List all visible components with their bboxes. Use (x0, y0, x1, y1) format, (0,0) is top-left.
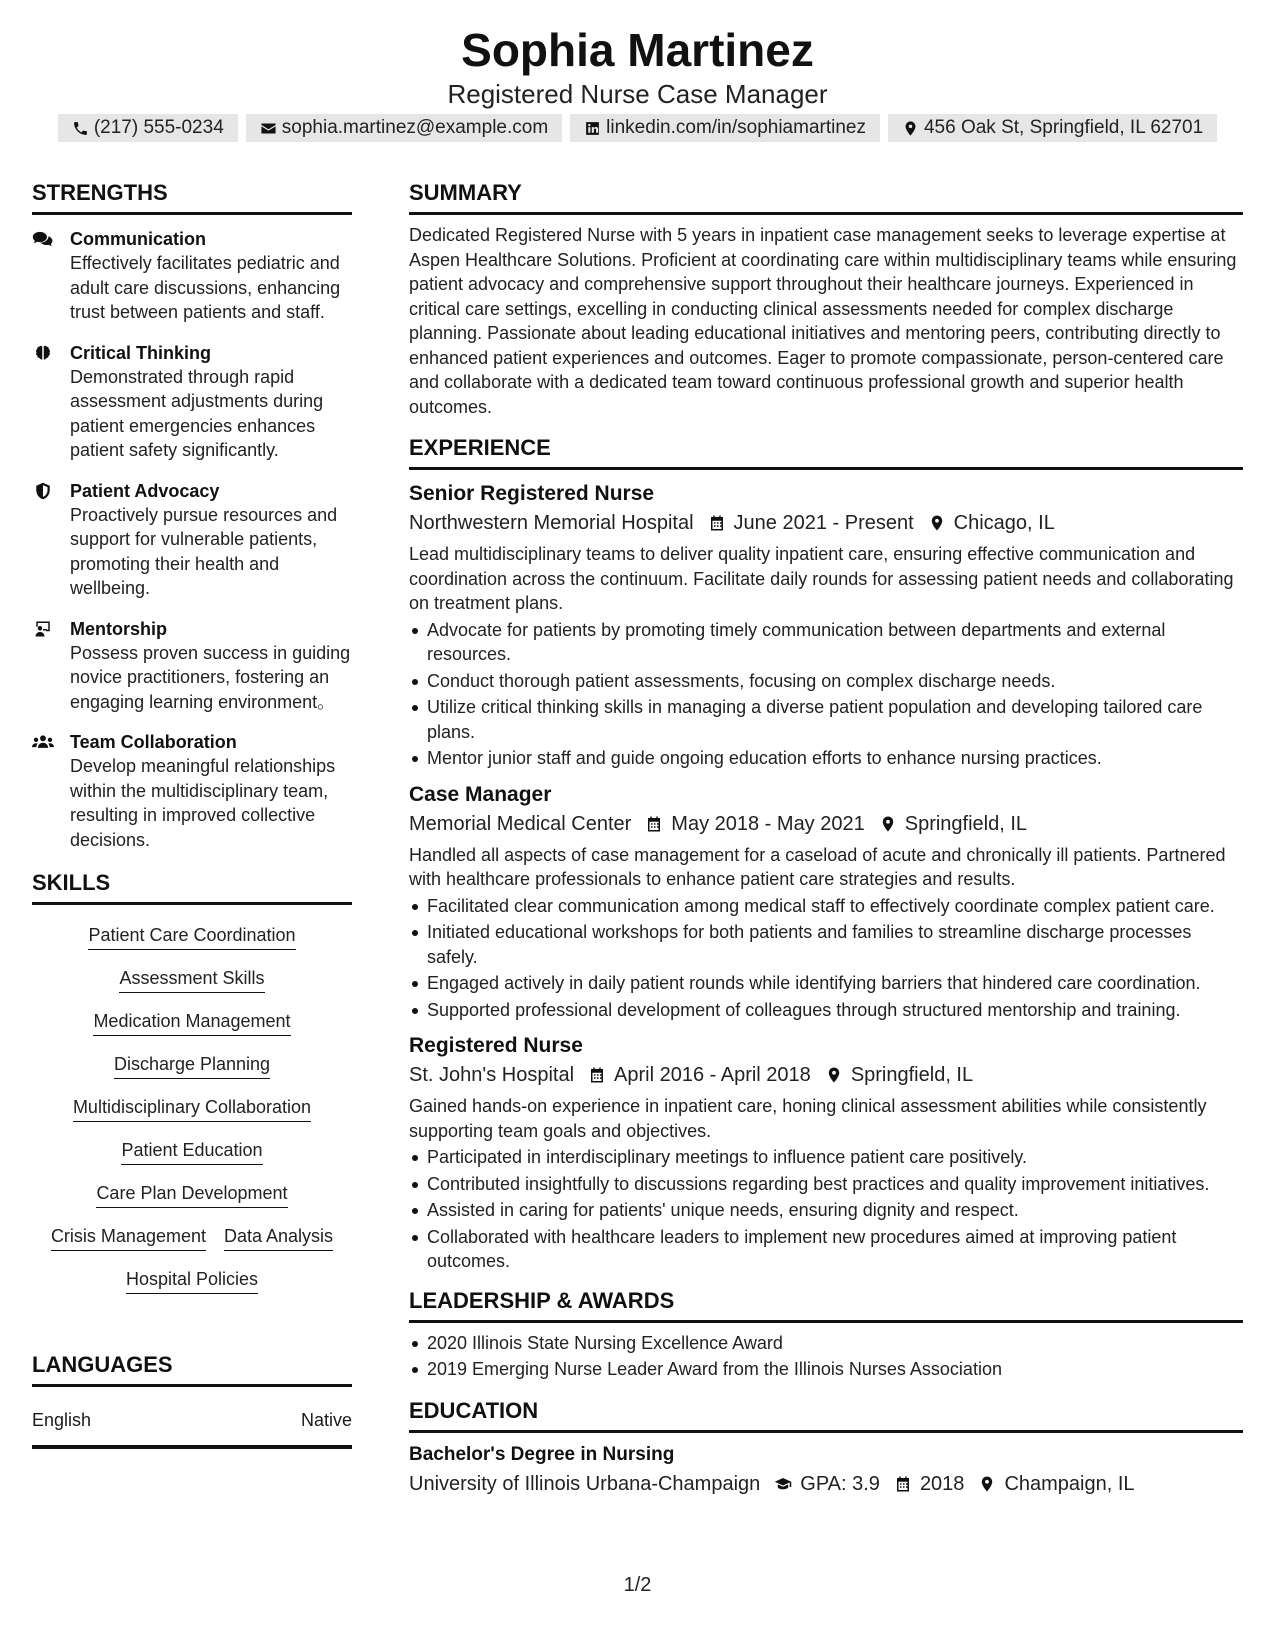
job-description: Gained hands-on experience in inpatient care, honing clinical assessment abilities while consistently supporting team goals and objectives. (409, 1096, 1207, 1141)
job-company: St. John's Hospital (409, 1064, 575, 1086)
language-row (32, 1407, 352, 1449)
strengths-heading: STRENGTHS (32, 178, 352, 215)
languages-heading: LANGUAGES (32, 1350, 352, 1387)
calendar-icon (708, 514, 726, 532)
phone-icon (72, 120, 89, 137)
candidate-name: Sophia Martinez (461, 24, 814, 76)
experience-heading: EXPERIENCE (409, 433, 1243, 470)
list-item: Advocate for patients by promoting timely communication between departments and external resources. (409, 618, 1243, 667)
list-item: Collaborated with healthcare leaders to implement new procedures aimed at improving patient outcomes. (409, 1225, 1243, 1274)
strength-title: Communication (70, 229, 207, 249)
job-entry (409, 480, 1243, 771)
contact-email[interactable] (246, 114, 562, 142)
job-location: Springfield, IL (850, 1064, 974, 1086)
skill-tag: Data Analysis (224, 1224, 333, 1251)
strength-item (32, 617, 352, 715)
users-icon (32, 733, 54, 751)
strength-title: Critical Thinking (70, 342, 212, 363)
job-meta (409, 1060, 1243, 1090)
education-entry (409, 1441, 1243, 1499)
skill-tag: Patient Education (121, 1138, 262, 1165)
map-pin-icon (902, 120, 919, 137)
strength-title: Team Collaboration (70, 732, 237, 752)
comments-icon (32, 230, 54, 248)
page-number: 1/2 (623, 1574, 652, 1596)
brain-icon (32, 344, 54, 362)
map-pin-icon (928, 514, 946, 532)
calendar-icon (588, 1066, 606, 1084)
job-company: Northwestern Memorial Hospital (409, 512, 694, 534)
graduation-cap-icon (774, 1475, 792, 1493)
education-gpa: GPA: 3.9 (800, 1472, 880, 1495)
job-bullets (409, 894, 1243, 1023)
job-entry (409, 1032, 1243, 1274)
job-title: Case Manager (409, 782, 552, 806)
shield-icon (32, 482, 54, 500)
job-bullets (409, 618, 1243, 771)
list-item: 2019 Emerging Nurse Leader Award from the Illinois Nurses Association (409, 1357, 1243, 1382)
language-level: Native (300, 1410, 352, 1430)
map-pin-icon (879, 815, 897, 833)
list-item: Utilize critical thinking skills in managing a diverse patient population and developing tailored care plans. (409, 695, 1243, 744)
skill-tag: Assessment Skills (119, 966, 264, 993)
job-title: Senior Registered Nurse (409, 482, 655, 505)
skill-tag: Multidisciplinary Collaboration (73, 1095, 311, 1122)
map-pin-icon (825, 1066, 843, 1084)
strength-desc: Proactively pursue resources and support for vulnerable patients, promoting their health and wellbeing. (70, 504, 338, 598)
teacher-icon (32, 620, 54, 638)
list-item: Contributed insightfully to discussions regarding best practices and quality improvement initiatives. (409, 1172, 1243, 1197)
strength-desc: Possess proven success in guiding novice practitioners, fostering an engaging learning environment。 (70, 642, 351, 712)
strength-item (32, 227, 352, 325)
address-text: 456 Oak St, Springfield, IL 62701 (923, 117, 1204, 138)
summary-text: Dedicated Registered Nurse with 5 years in inpatient case management seeks to leverage expertise at Aspen Healthcare Solutions. Proficient at coordinating care within multidisciplinary teams while ensuring patient advocacy and comprehensive support throughout their healthcare journeys. Experienced in critical care settings, excelling in conducting clinical assessments needed for complex discharge planning. Passionate about leading educational initiatives and mentoring peers, contributing directly to enhanced patient experiences and outcomes. Eager to promote compassionate, person-centered care and collaborate with a dedicated team toward continuous professional growth and superior health outcomes. (409, 225, 1237, 417)
strength-title: Mentorship (70, 618, 167, 639)
contact-bar (0, 114, 1275, 142)
resume-header (0, 22, 1275, 110)
linkedin-text: linkedin.com/in/sophiamartinez (606, 117, 866, 138)
job-meta (409, 508, 1243, 538)
contact-address (888, 114, 1217, 142)
job-bullets (409, 1145, 1243, 1274)
education-year: 2018 (919, 1472, 965, 1495)
job-dates: June 2021 - Present (733, 512, 914, 534)
job-location: Chicago, IL (953, 512, 1055, 534)
strength-desc: Develop meaningful relationships within the multidisciplinary team, resulting in improved collective decisions. (70, 756, 336, 850)
calendar-icon (894, 1475, 912, 1493)
skills-heading: SKILLS (32, 868, 352, 905)
list-item: Assisted in caring for patients' unique needs, ensuring dignity and respect. (409, 1198, 1243, 1223)
education-meta (409, 1469, 1243, 1499)
skill-tag: Discharge Planning (114, 1052, 270, 1079)
list-item: Facilitated clear communication among medical staff to effectively coordinate complex patient care. (409, 894, 1243, 919)
job-description: Handled all aspects of case management for a caseload of acute and chronically ill patients. Partnered with healthcare professionals to enhance patient care strategies and results. (409, 844, 1226, 889)
language-name: English (32, 1410, 92, 1430)
job-description: Lead multidisciplinary teams to deliver quality inpatient care, ensuring effective communication and coordination across the continuum. Facilitate daily rounds for assessing patient needs and collaborating on treatment plans. (409, 544, 1234, 613)
job-meta (409, 809, 1243, 839)
strength-item (32, 341, 352, 463)
list-item: Conduct thorough patient assessments, focusing on complex discharge needs. (409, 669, 1243, 694)
list-item: Participated in interdisciplinary meetings to influence patient care positively. (409, 1145, 1243, 1170)
calendar-icon (645, 815, 663, 833)
contact-linkedin[interactable] (570, 114, 880, 142)
strength-item (32, 479, 352, 601)
list-item: Initiated educational workshops for both patients and families to streamline discharge processes safely. (409, 920, 1243, 969)
strength-desc: Effectively facilitates pediatric and adult care discussions, enhancing trust between patients and staff. (70, 253, 341, 322)
awards-list (409, 1331, 1243, 1382)
job-location: Springfield, IL (904, 812, 1028, 835)
strength-desc: Demonstrated through rapid assessment adjustments during patient emergencies enhances patient safety significantly. (70, 366, 324, 460)
degree-title: Bachelor's Degree in Nursing (409, 1443, 675, 1465)
education-heading: EDUCATION (409, 1396, 1243, 1433)
right-column (409, 178, 1243, 1503)
candidate-role: Registered Nurse Case Manager (447, 79, 828, 109)
list-item: Supported professional development of colleagues through structured mentorship and training. (409, 998, 1243, 1023)
skill-tag: Hospital Policies (126, 1267, 258, 1294)
left-column (32, 178, 352, 1449)
list-item: 2020 Illinois State Nursing Excellence Award (409, 1331, 1243, 1356)
map-pin-icon (978, 1475, 996, 1493)
summary-heading: SUMMARY (409, 178, 1243, 215)
skill-tag: Care Plan Development (96, 1181, 287, 1208)
strength-title: Patient Advocacy (70, 480, 220, 501)
contact-phone[interactable] (58, 114, 238, 142)
job-entry (409, 781, 1243, 1023)
email-text: sophia.martinez@example.com (281, 117, 549, 138)
skill-tag: Patient Care Coordination (88, 923, 295, 950)
strength-item (32, 730, 352, 852)
linkedin-icon (584, 120, 601, 137)
job-dates: April 2016 - April 2018 (614, 1064, 811, 1086)
leadership-heading: LEADERSHIP & AWARDS (409, 1286, 1243, 1323)
skill-tag: Crisis Management (51, 1224, 206, 1251)
list-item: Mentor junior staff and guide ongoing education efforts to enhance nursing practices. (409, 746, 1243, 771)
education-location: Champaign, IL (1004, 1472, 1135, 1495)
job-company: Memorial Medical Center (409, 812, 632, 835)
skill-tag: Medication Management (93, 1009, 290, 1036)
strengths-list (32, 227, 352, 852)
job-dates: May 2018 - May 2021 (671, 812, 865, 835)
school-name: University of Illinois Urbana-Champaign (409, 1472, 761, 1495)
list-item: Engaged actively in daily patient rounds while identifying barriers that hindered care coordination. (409, 971, 1243, 996)
envelope-icon (260, 120, 277, 137)
job-title: Registered Nurse (409, 1034, 583, 1057)
skills-list (32, 923, 352, 1294)
phone-text: (217) 555-0234 (93, 117, 224, 138)
